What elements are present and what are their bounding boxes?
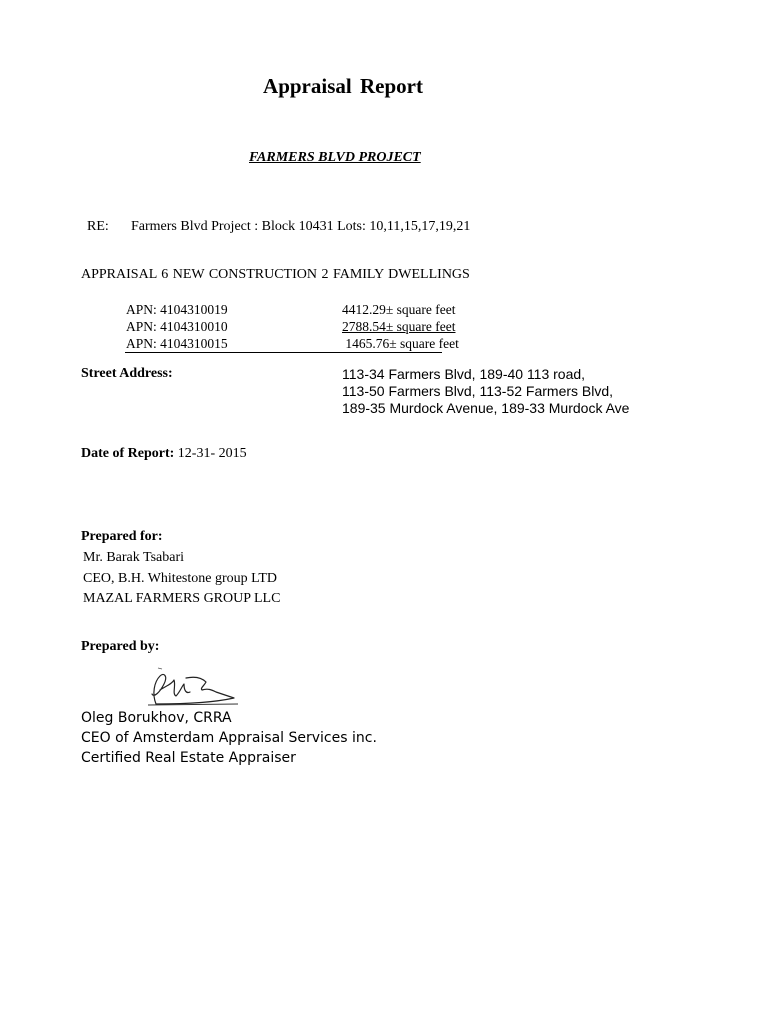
apn-row-3-label: APN: 4104310015 <box>126 336 228 351</box>
prepared-by-line-2: CEO of Amsterdam Appraisal Services inc. <box>81 730 377 746</box>
apn-row-3-area: 1465.76± square feet <box>342 336 459 351</box>
apn-row-2-label: APN: 4104310010 <box>126 319 228 334</box>
prepared-by-line-3: Certified Real Estate Appraiser <box>81 750 296 766</box>
date-value: 12-31- 2015 <box>174 446 247 461</box>
appraisal-line: APPRAISAL 6 NEW CONSTRUCTION 2 FAMILY DWELLINGS <box>81 267 470 282</box>
prepared-for-label: Prepared for: <box>81 529 163 544</box>
re-label: RE: <box>87 219 109 234</box>
street-address-line-2: 113-50 Farmers Blvd, 113-52 Farmers Blvd, <box>342 383 614 399</box>
apn-row-2-area: 2788.54± square feet <box>342 319 456 334</box>
street-address-line-1: 113-34 Farmers Blvd, 189-40 113 road, <box>342 366 586 382</box>
prepared-for-line-3: MAZAL FARMERS GROUP LLC <box>83 591 281 606</box>
prepared-for-line-2: CEO, B.H. Whitestone group LTD <box>83 571 278 586</box>
date-of-report <box>81 446 247 462</box>
prepared-by-label: Prepared by: <box>81 639 160 654</box>
apn-row-1-label: APN: 4104310019 <box>126 302 228 317</box>
apn-row-1-area: 4412.29± square feet <box>342 302 456 317</box>
street-address-line-3: 189-35 Murdock Avenue, 189-33 Murdock Ave <box>342 400 630 416</box>
signature-image <box>146 664 242 708</box>
report-title: Appraisal Report <box>263 74 423 98</box>
re-text: Farmers Blvd Project : Block 10431 Lots: 10,11,15,17,19,21 <box>131 219 471 234</box>
apn-divider-line <box>125 352 442 353</box>
prepared-by-line-1: Oleg Borukhov, CRRA <box>81 710 232 726</box>
prepared-for-line-1: Mr. Barak Tsabari <box>83 550 185 565</box>
street-address-label: Street Address: <box>81 366 173 381</box>
project-heading: FARMERS BLVD PROJECT <box>249 150 421 165</box>
date-label: Date of Report: <box>81 446 175 461</box>
